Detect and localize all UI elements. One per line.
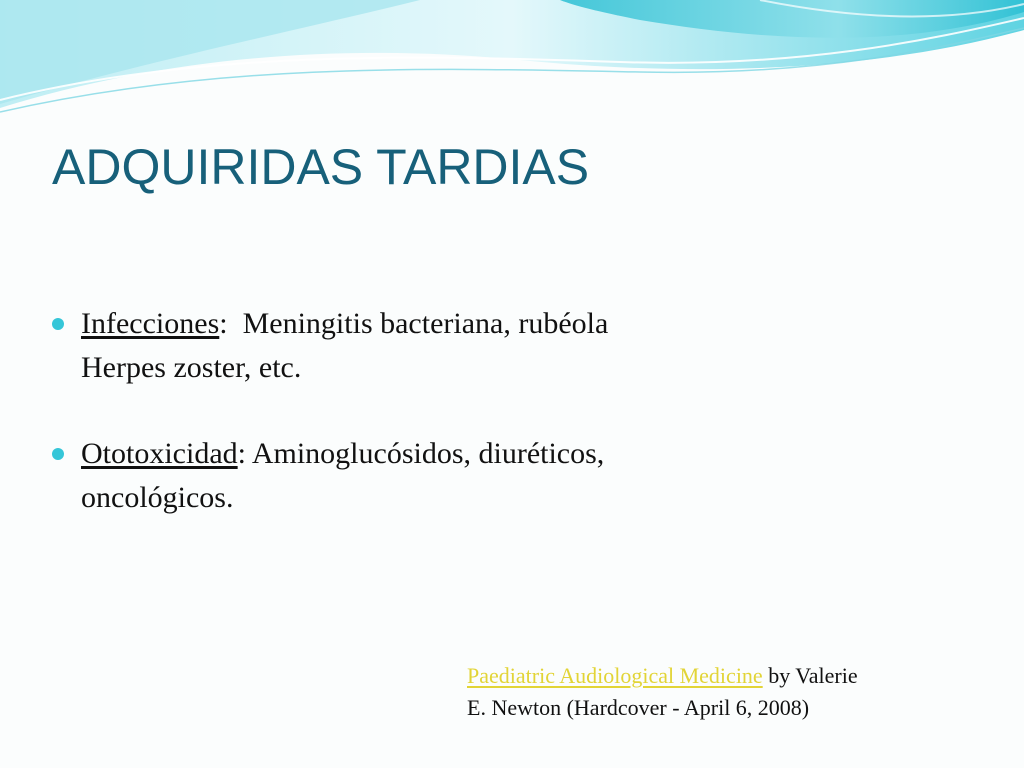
bullet-item-infecciones [52,302,812,390]
bullet-dot-icon [52,318,64,330]
slide-title: ADQUIRIDAS TARDIAS [52,139,590,195]
reference-link[interactable]: Paediatric Audiological Medicine [467,663,763,688]
reference-citation [467,660,987,724]
bullet-text-continuation: Herpes zoster, etc. [81,351,302,384]
bullet-term: Ototoxicidad [81,437,238,470]
bullet-dot-icon [52,448,64,460]
header-wave-decoration [0,0,1024,120]
bullet-text: Aminoglucósidos, diuréticos, [245,437,605,470]
bullet-term: Infecciones [81,307,220,340]
bullet-text-continuation: oncológicos. [81,481,234,514]
bullet-item-ototoxicidad [52,432,812,520]
bullet-list [52,302,812,562]
bullet-text: Meningitis bacteriana, rubéola [227,307,609,340]
reference-text: by Valerie [762,663,858,688]
bullet-separator: : [219,307,228,340]
reference-text-continuation: E. Newton (Hardcover - April 6, 2008) [467,695,810,720]
bullet-separator: : [237,437,246,470]
